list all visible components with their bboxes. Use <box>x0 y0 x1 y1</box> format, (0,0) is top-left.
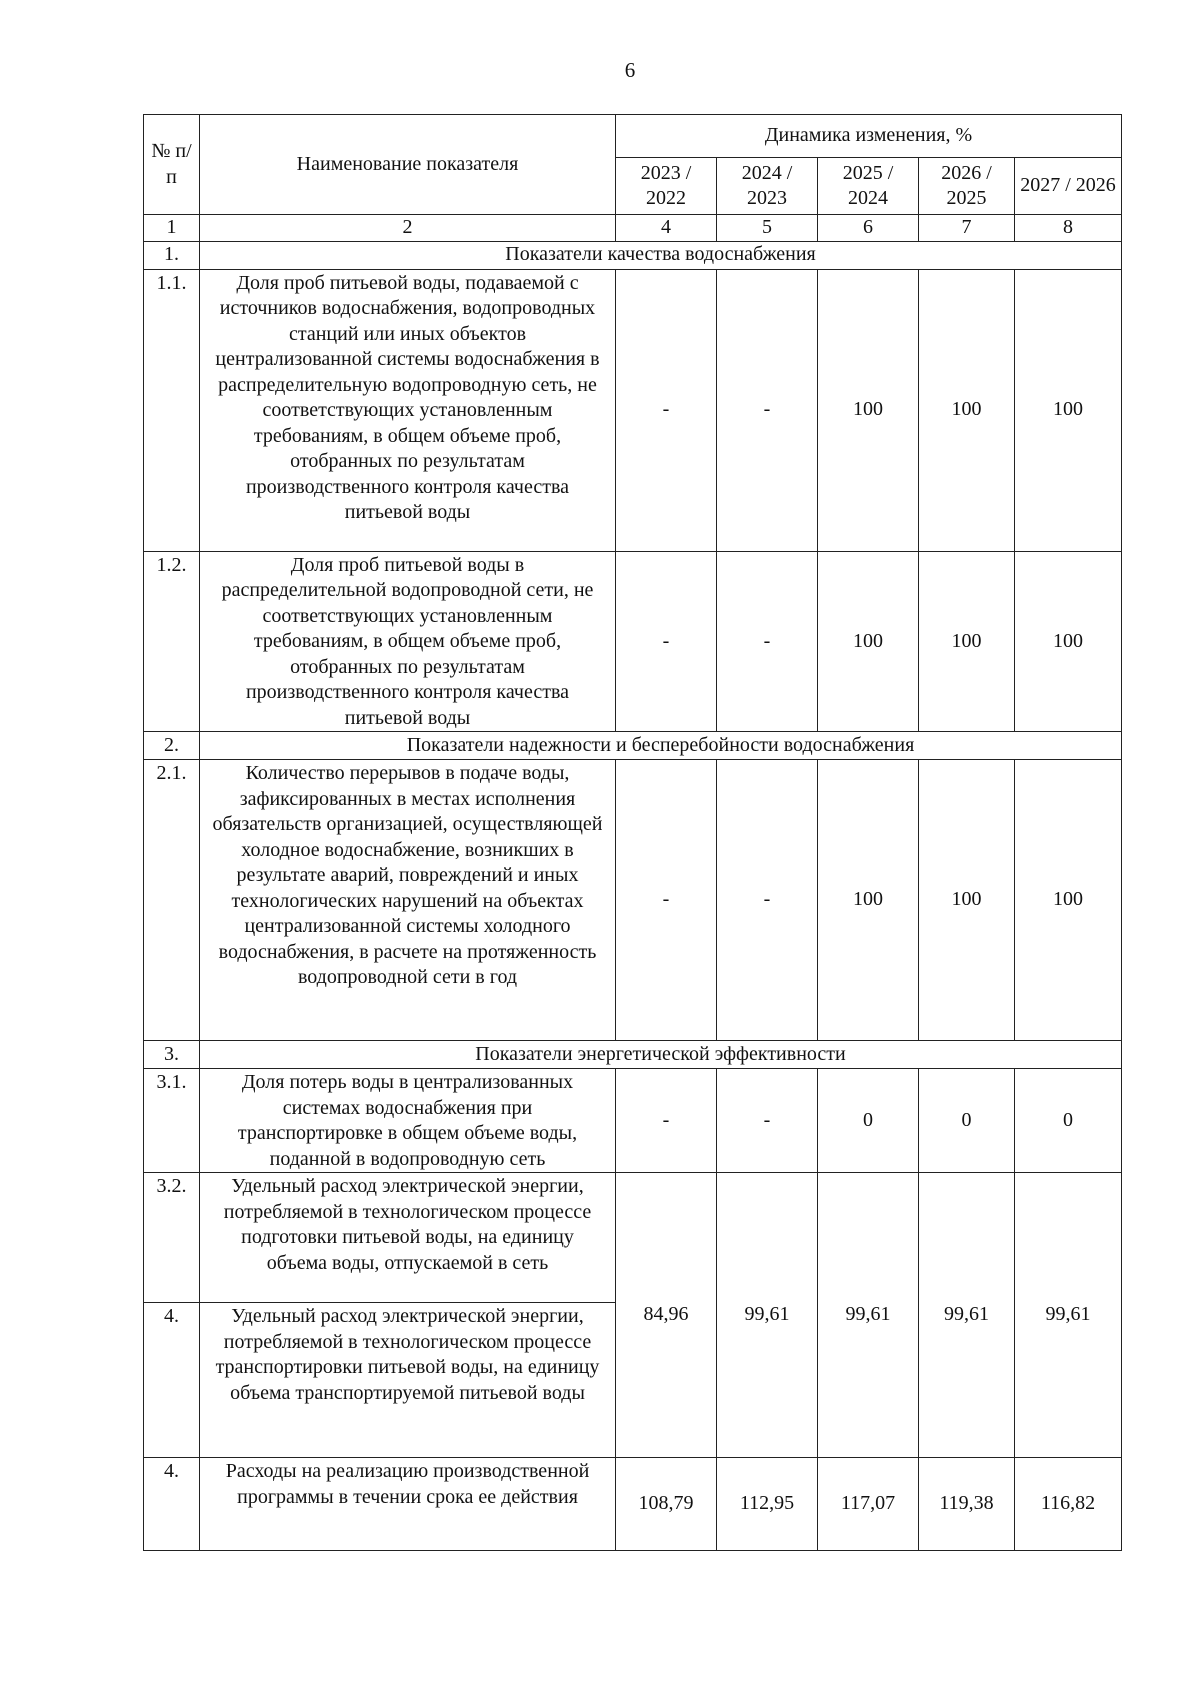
section-num: 1. <box>144 241 200 269</box>
row-name: Доля проб питьевой воды, подаваемой с источников водоснабжения, водопроводных станций или иных объектов централизованной системы водоснабжения в распределительную водопроводную сеть, не соответствующих установленным требованиям, в общем объеме проб, отобранных по результатам производственного контроля качества питьевой воды <box>200 269 616 551</box>
header-dynamics: Динамика изменения, % <box>616 115 1122 158</box>
row-value: 0 <box>818 1069 919 1173</box>
colnum: 8 <box>1015 215 1122 242</box>
row-value: 100 <box>1015 551 1122 732</box>
row-value: 0 <box>919 1069 1015 1173</box>
table-row <box>144 1458 1122 1551</box>
page-number: 6 <box>624 58 636 82</box>
colnum: 5 <box>717 215 818 242</box>
row-num: 1.1. <box>144 269 200 551</box>
row-name: Доля проб питьевой воды в распределительной водопроводной сети, не соответствующих установленным требованиям, в общем объеме проб, отобранных по результатам производственного контроля качества питьевой воды <box>200 551 616 732</box>
section-num: 3. <box>144 1041 200 1069</box>
row-value: - <box>616 760 717 1041</box>
period-3: 2025 / 2024 <box>818 158 919 215</box>
colnum: 4 <box>616 215 717 242</box>
row-value: 100 <box>818 551 919 732</box>
row-value: - <box>717 269 818 551</box>
header-num: № п/п <box>144 115 200 215</box>
row-value: 100 <box>919 760 1015 1041</box>
section-row <box>144 1041 1122 1069</box>
section-title: Показатели энергетической эффективности <box>200 1041 1122 1069</box>
period-4: 2026 / 2025 <box>919 158 1015 215</box>
row-value: 100 <box>919 551 1015 732</box>
row-num: 4. <box>144 1303 200 1458</box>
row-value: 117,07 <box>818 1458 919 1551</box>
row-value: - <box>717 1069 818 1173</box>
row-num: 3.2. <box>144 1173 200 1303</box>
section-title: Показатели качества водоснабжения <box>200 241 1122 269</box>
row-num: 1.2. <box>144 551 200 732</box>
row-value: - <box>717 551 818 732</box>
period-1: 2023 / 2022 <box>616 158 717 215</box>
row-value: - <box>616 269 717 551</box>
row-name: Удельный расход электрической энергии, потребляемой в технологическом процессе подготовки питьевой воды, на единицу объема воды, отпускаемой в сеть <box>200 1173 616 1303</box>
row-value: 100 <box>1015 269 1122 551</box>
merged-value: 99,61 <box>818 1173 919 1458</box>
row-value: - <box>616 551 717 732</box>
section-row <box>144 732 1122 760</box>
row-name: Количество перерывов в подаче воды, зафиксированных в местах исполнения обязательств организацией, осуществляющей холодное водоснабжение, возникших в результате аварий, повреждений и иных технологических нарушений на объектах централизованной системы холодного водоснабжения, в расчете на протяженность водопроводной сети в год <box>200 760 616 1041</box>
header-name: Наименование показателя <box>200 115 616 215</box>
merged-value: 84,96 <box>616 1173 717 1458</box>
row-value: 108,79 <box>616 1458 717 1551</box>
period-2: 2024 / 2023 <box>717 158 818 215</box>
row-value: 112,95 <box>717 1458 818 1551</box>
section-row <box>144 241 1122 269</box>
colnum: 7 <box>919 215 1015 242</box>
row-value: 100 <box>818 760 919 1041</box>
row-value: 0 <box>1015 1069 1122 1173</box>
table-row <box>144 269 1122 551</box>
merged-value: 99,61 <box>919 1173 1015 1458</box>
merged-value: 99,61 <box>1015 1173 1122 1458</box>
row-value: - <box>717 760 818 1041</box>
colnum: 6 <box>818 215 919 242</box>
section-title: Показатели надежности и бесперебойности водоснабжения <box>200 732 1122 760</box>
colnum: 2 <box>200 215 616 242</box>
colnum: 1 <box>144 215 200 242</box>
row-value: 100 <box>919 269 1015 551</box>
row-value: - <box>616 1069 717 1173</box>
table-row <box>144 551 1122 732</box>
row-value: 119,38 <box>919 1458 1015 1551</box>
row-value: 100 <box>818 269 919 551</box>
row-num: 4. <box>144 1458 200 1551</box>
merged-value: 99,61 <box>717 1173 818 1458</box>
row-name: Удельный расход электрической энергии, потребляемой в технологическом процессе транспортировки питьевой воды, на единицу объема транспортируемой питьевой воды <box>200 1303 616 1458</box>
row-name: Доля потерь воды в централизованных системах водоснабжения при транспортировке в общем объеме воды, поданной в водопроводную сеть <box>200 1069 616 1173</box>
header-row <box>144 115 1122 158</box>
row-num: 2.1. <box>144 760 200 1041</box>
table-row <box>144 1069 1122 1173</box>
table-row <box>144 760 1122 1041</box>
period-5: 2027 / 2026 <box>1015 158 1122 215</box>
row-value: 116,82 <box>1015 1458 1122 1551</box>
indicators-table <box>143 114 1122 1551</box>
column-numbers-row <box>144 215 1122 242</box>
row-name: Расходы на реализацию производственной программы в течении срока ее действия <box>200 1458 616 1551</box>
section-num: 2. <box>144 732 200 760</box>
row-num: 3.1. <box>144 1069 200 1173</box>
table-row <box>144 1173 1122 1303</box>
row-value: 100 <box>1015 760 1122 1041</box>
